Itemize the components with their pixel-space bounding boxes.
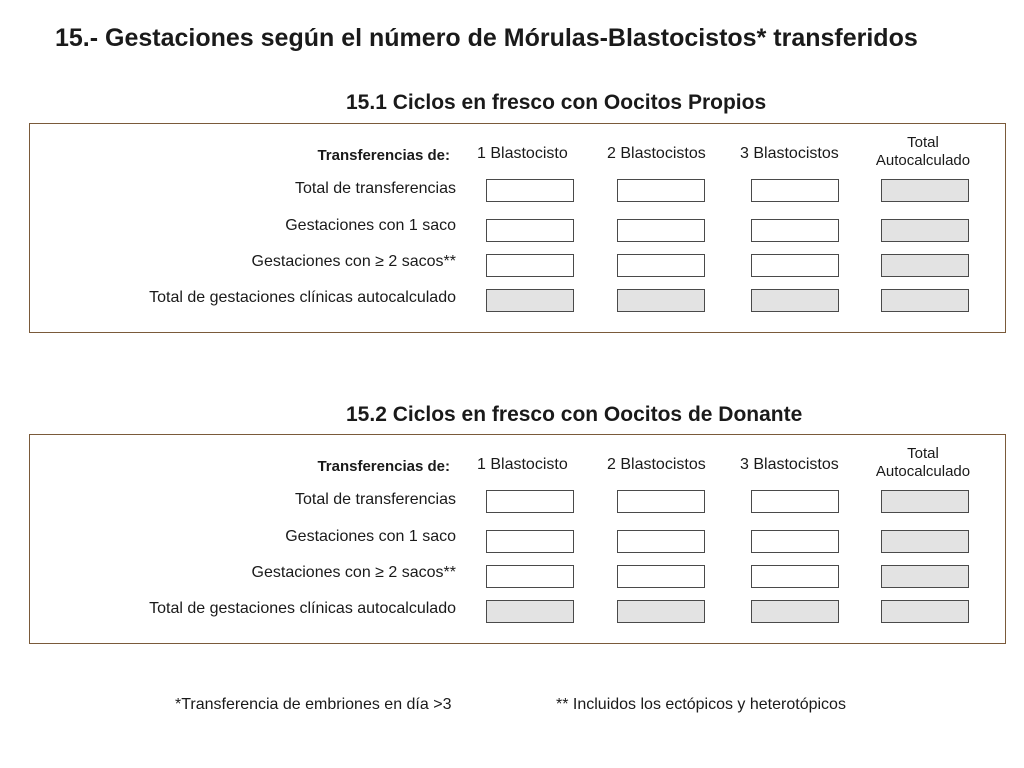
- col-header-total: [866, 445, 980, 481]
- row-label-gestaciones-2-sacos: Gestaciones con ≥ 2 sacos**: [251, 253, 456, 270]
- input-s1-2sacos-3b[interactable]: [751, 254, 839, 277]
- section-title-oocitos-donante: 15.2 Ciclos en fresco con Oocitos de Donante: [346, 403, 803, 426]
- input-s2-1saco-2b[interactable]: [617, 530, 705, 553]
- col-header-3-blastocistos: 3 Blastocistos: [740, 456, 839, 473]
- input-s1-transferencias-3b[interactable]: [751, 179, 839, 202]
- input-s1-1saco-1b[interactable]: [486, 219, 574, 242]
- input-s2-2sacos-1b[interactable]: [486, 565, 574, 588]
- row-label-gestaciones-1-saco: Gestaciones con 1 saco: [285, 217, 456, 234]
- page-title: 15.- Gestaciones según el número de Mórulas-Blastocistos* transferidos: [55, 24, 918, 52]
- panel-oocitos-propios: [29, 123, 1006, 333]
- auto-s2-2sacos-total: [881, 565, 969, 588]
- transferencias-header-label: Transferencias de:: [317, 147, 450, 164]
- row-label-gestaciones-1-saco: Gestaciones con 1 saco: [285, 528, 456, 545]
- auto-s1-clinicas-1b: [486, 289, 574, 312]
- input-s1-transferencias-2b[interactable]: [617, 179, 705, 202]
- footnote-ectopicos: ** Incluidos los ectópicos y heterotópicos: [556, 696, 846, 713]
- auto-s1-clinicas-2b: [617, 289, 705, 312]
- auto-s2-clinicas-1b: [486, 600, 574, 623]
- row-label-total-gestaciones-clinicas: Total de gestaciones clínicas autocalculado: [149, 600, 456, 617]
- input-s2-transferencias-3b[interactable]: [751, 490, 839, 513]
- col-header-1-blastocisto: 1 Blastocisto: [477, 145, 568, 162]
- input-s2-transferencias-1b[interactable]: [486, 490, 574, 513]
- panel-oocitos-donante: [29, 434, 1006, 644]
- row-label-total-gestaciones-clinicas: Total de gestaciones clínicas autocalculado: [149, 289, 456, 306]
- auto-s1-1saco-total: [881, 219, 969, 242]
- input-s2-transferencias-2b[interactable]: [617, 490, 705, 513]
- auto-s1-transferencias-total: [881, 179, 969, 202]
- input-s1-2sacos-2b[interactable]: [617, 254, 705, 277]
- auto-s2-1saco-total: [881, 530, 969, 553]
- col-header-3-blastocistos: 3 Blastocistos: [740, 145, 839, 162]
- col-header-total-line1: Total: [907, 445, 939, 462]
- col-header-total-line2: Autocalculado: [875, 463, 971, 480]
- auto-s1-2sacos-total: [881, 254, 969, 277]
- section-title-oocitos-propios: 15.1 Ciclos en fresco con Oocitos Propios: [346, 91, 767, 114]
- row-label-gestaciones-2-sacos: Gestaciones con ≥ 2 sacos**: [251, 564, 456, 581]
- input-s1-1saco-2b[interactable]: [617, 219, 705, 242]
- row-label-total-transferencias: Total de transferencias: [295, 491, 456, 508]
- auto-s2-clinicas-3b: [751, 600, 839, 623]
- input-s1-2sacos-1b[interactable]: [486, 254, 574, 277]
- col-header-total-line2: Autocalculado: [875, 152, 971, 169]
- col-header-2-blastocistos: 2 Blastocistos: [607, 145, 706, 162]
- footnote-transferencia-dia: *Transferencia de embriones en día >3: [175, 696, 452, 713]
- input-s2-2sacos-2b[interactable]: [617, 565, 705, 588]
- auto-s1-clinicas-3b: [751, 289, 839, 312]
- auto-s2-transferencias-total: [881, 490, 969, 513]
- auto-s2-clinicas-total: [881, 600, 969, 623]
- auto-s1-clinicas-total: [881, 289, 969, 312]
- col-header-2-blastocistos: 2 Blastocistos: [607, 456, 706, 473]
- col-header-1-blastocisto: 1 Blastocisto: [477, 456, 568, 473]
- col-header-total: [866, 134, 980, 170]
- input-s1-1saco-3b[interactable]: [751, 219, 839, 242]
- auto-s2-clinicas-2b: [617, 600, 705, 623]
- row-label-total-transferencias: Total de transferencias: [295, 180, 456, 197]
- input-s2-1saco-3b[interactable]: [751, 530, 839, 553]
- col-header-total-line1: Total: [907, 134, 939, 151]
- input-s2-1saco-1b[interactable]: [486, 530, 574, 553]
- input-s1-transferencias-1b[interactable]: [486, 179, 574, 202]
- input-s2-2sacos-3b[interactable]: [751, 565, 839, 588]
- transferencias-header-label: Transferencias de:: [317, 458, 450, 475]
